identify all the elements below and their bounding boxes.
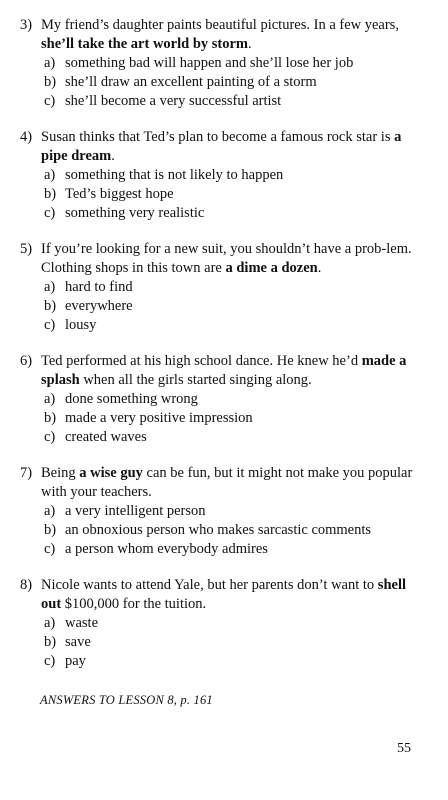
option-a: a) waste (44, 615, 99, 631)
idiom: she’ll take the art world by storm (41, 36, 249, 52)
question-stem: Nicole wants to attend Yale, but her parents don’t want to shell out $100,000 for the tuition. (41, 577, 406, 612)
question-number: 8) (20, 577, 33, 593)
option-c: c) lousy (44, 317, 97, 333)
option-b: b) Ted’s biggest hope (44, 186, 174, 202)
option-a: a) a very intelligent person (44, 503, 206, 519)
option-a: a) something that is not likely to happen (44, 167, 284, 183)
idiom: made a splash (41, 353, 407, 388)
option-c: c) a person whom everybody admires (44, 541, 268, 557)
option-b: b) everywhere (44, 298, 133, 314)
option-c: c) pay (44, 653, 86, 669)
option-c: c) she’ll become a very successful artist (44, 93, 282, 109)
question-stem: If you’re looking for a new suit, you shouldn’t have a prob-lem. Clothing shops in this town are a dime a dozen. (41, 241, 412, 276)
question-stem: Ted performed at his high school dance. He knew he’d made a splash when all the girls started singing along. (41, 353, 407, 388)
question-stem: My friend’s daughter paints beautiful pictures. In a few years, she’ll take the art world by storm. (41, 17, 399, 52)
question-stem: Being a wise guy can be fun, but it might not make you popular with your teachers. (41, 465, 413, 500)
question-number: 3) (20, 17, 33, 33)
idiom: a wise guy (79, 465, 143, 481)
idiom: shell out (41, 577, 406, 612)
option-b: b) save (44, 634, 91, 650)
option-b: b) made a very positive impression (44, 410, 253, 426)
question-number: 5) (20, 241, 33, 257)
option-c: c) created waves (44, 429, 147, 445)
question-stem: Susan thinks that Ted’s plan to become a famous rock star is a pipe dream. (41, 129, 402, 164)
question-number: 4) (20, 129, 33, 145)
option-c: c) something very realistic (44, 205, 205, 221)
idiom: a pipe dream (41, 129, 402, 164)
option-a: a) something bad will happen and she’ll lose her job (44, 55, 354, 71)
question-number: 7) (20, 465, 33, 481)
option-a: a) done something wrong (44, 391, 198, 407)
page-number: 55 (397, 741, 411, 756)
option-b: b) an obnoxious person who makes sarcastic comments (44, 522, 372, 538)
question-number: 6) (20, 353, 33, 369)
option-b: b) she’ll draw an excellent painting of a storm (44, 74, 317, 90)
answers-reference: ANSWERS TO LESSON 8, p. 161 (40, 693, 213, 707)
idiom: a dime a dozen (225, 260, 318, 276)
option-a: a) hard to find (44, 279, 133, 295)
